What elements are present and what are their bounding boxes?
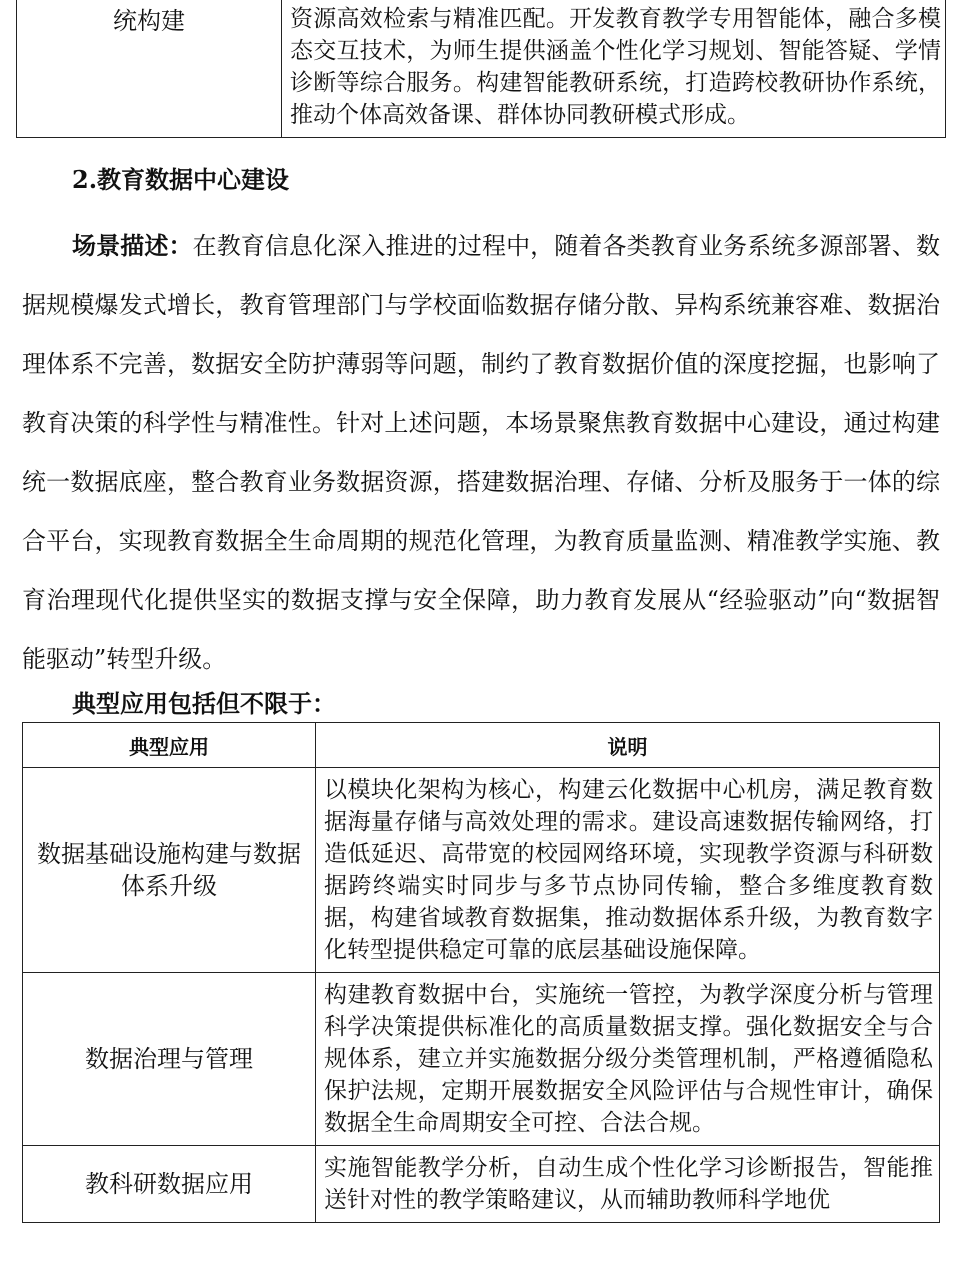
section-heading: 2.教育数据中心建设 [72,165,290,194]
scene-description-text: 在教育信息化深入推进的过程中，随着各类教育业务系统多源部署、数据规模爆发式增长，教育管理部门与学校面临数据存储分散、异构系统兼容难、数据治理体系不完善，数据安全防护薄弱等问题，制约了教育数据价值的深度挖掘，也影响了教育决策的科学性与精准性。针对上述问题，本场景聚焦教育数据中心建设，通过构建统一数据底座，整合教育业务数据资源，搭建数据治理、存储、分析及服务于一体的综合平台，实现教育数据全生命周期的规范化管理，为教育质量监测、精准教学实施、教育治理现代化提供坚实的数据支撑与安全保障，助力教育发展从“经验驱动”向“数据智能驱动”转型升级。 [22,232,941,673]
scene-description-paragraph [22,216,940,689]
table-row [23,768,940,973]
typical-applications-intro: 典型应用包括但不限于： [72,689,336,718]
application-name: 数据治理与管理 [23,973,316,1146]
application-description: 以模块化架构为核心，构建云化数据中心机房，满足教育数据海量存储与高效处理的需求。建设高速数据传输网络，打造低延迟、高带宽的校园网络环境，实现教学资源与科研数据跨终端实时同步与多节点协同传输，整合多维度教育数据，构建省域教育数据集，推动数据体系升级，为教育数字化转型提供稳定可靠的底层基础设施保障。 [316,768,940,973]
application-description: 构建教育数据中台，实施统一管控，为教学深度分析与管理科学决策提供标准化的高质量数据支撑。强化数据安全与合规体系，建立并实施数据分级分类管理机制，严格遵循隐私保护法规，定期开展数据安全风险评估与合规性审计，确保数据全生命周期安全可控、合法合规。 [316,973,940,1146]
scene-description-label: 场景描述： [72,231,193,260]
table-row [17,0,946,138]
row-description: 资源高效检索与精准匹配。开发教育教学专用智能体，融合多模态交互技术，为师生提供涵盖个性化学习规划、智能答疑、学情诊断等综合服务。构建智能教研系统，打造跨校教研协作系统，推动个体高效备课、群体协同教研模式形成。 [282,0,946,138]
row-label: 统构建 [17,0,282,138]
application-description: 实施智能教学分析，自动生成个性化学习诊断报告，智能推送针对性的教学策略建议，从而辅助教师科学地优 [316,1146,940,1223]
application-name: 数据基础设施构建与数据体系升级 [23,768,316,973]
continued-table [16,0,946,138]
header-application: 典型应用 [23,723,316,768]
header-description: 说明 [316,723,940,768]
application-name: 教科研数据应用 [23,1146,316,1223]
table-header-row [23,723,940,768]
table-row [23,973,940,1146]
table-row [23,1146,940,1223]
typical-applications-table [22,722,940,1223]
